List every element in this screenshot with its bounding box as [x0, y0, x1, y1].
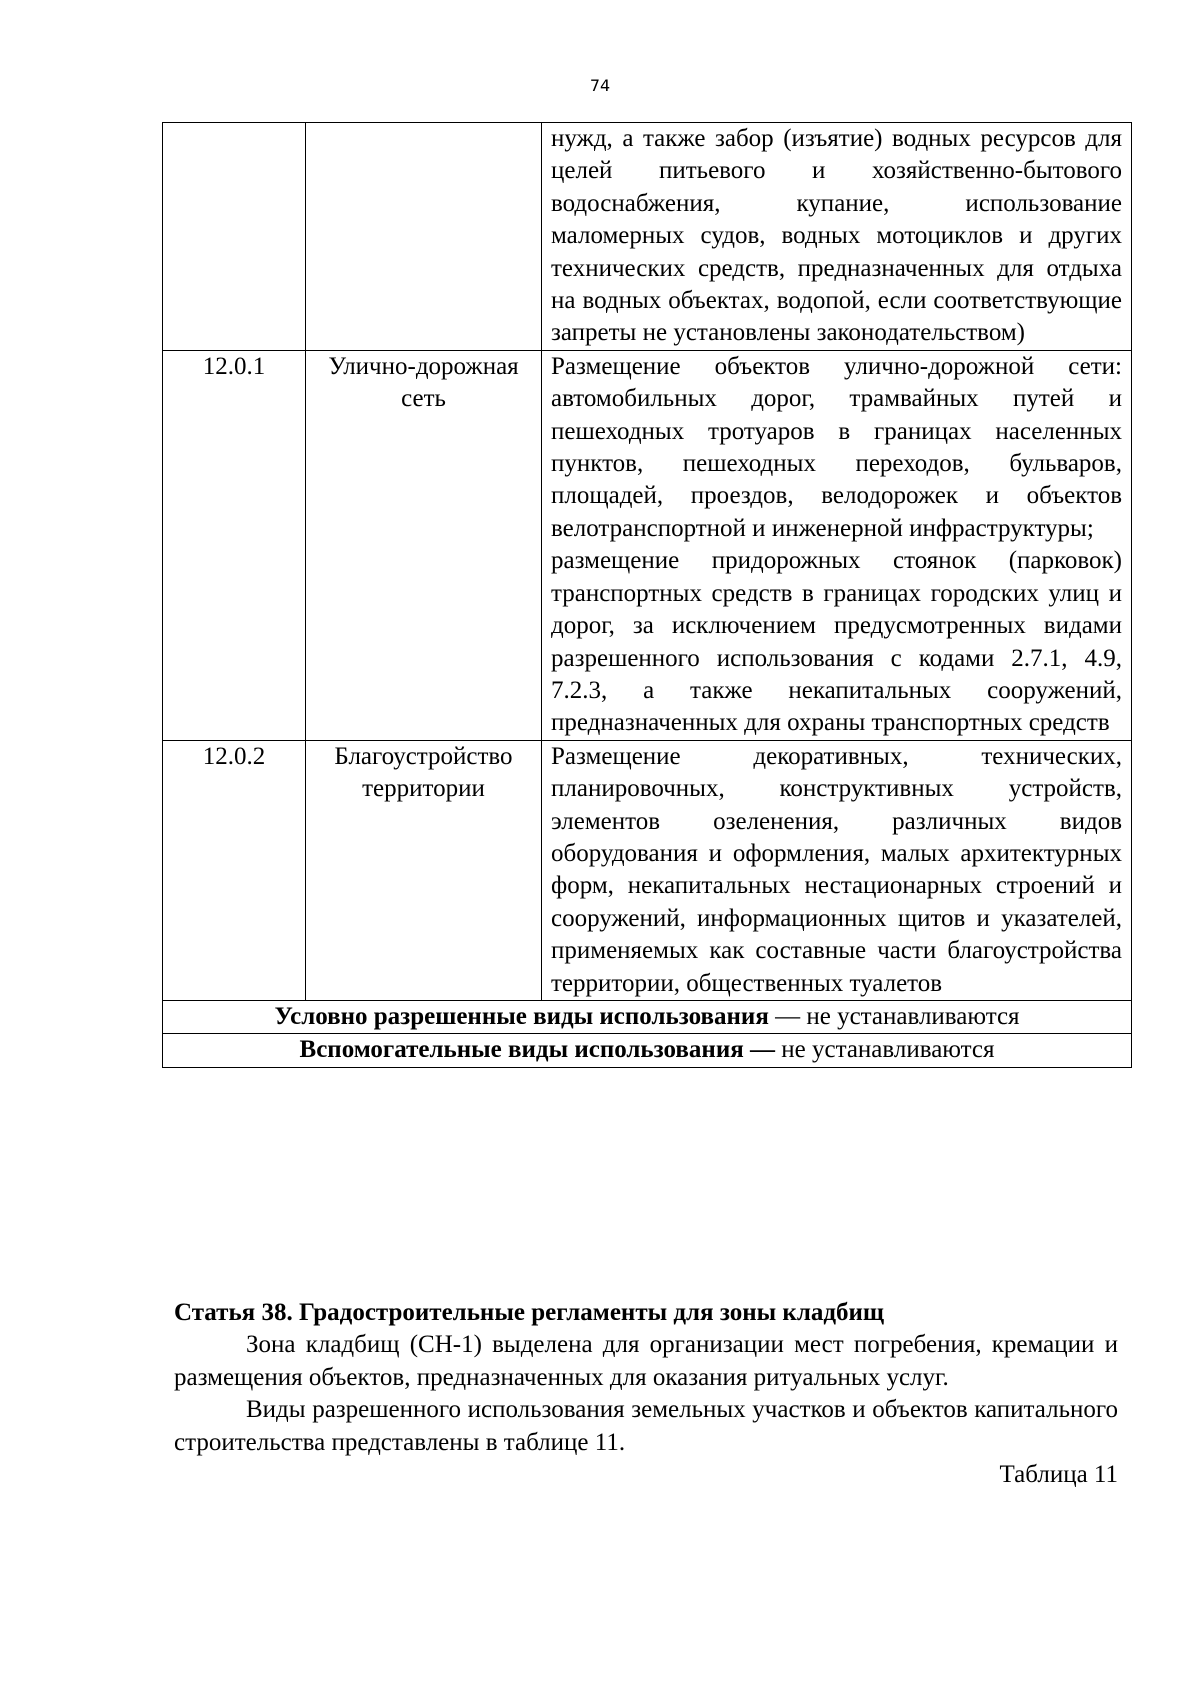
auxiliary-uses-value: не устанавливаются: [775, 1036, 995, 1064]
description-text: размещение придорожных стоянок (парковок) транспортных средств в границах городских улиц и дорог, за исключением предусмотренных видами разрешенного использования с кодами 2.7.1, 4.9, 7.2.3, а также некапитальных сооружений, предназначенных для охраны транспортных средств: [551, 547, 1122, 737]
description-text: нужд, а также забор (изъятие) водных ресурсов для целей питьевого и хозяйственно-бытового водоснабжения, купание, использование маломерных судов, водных мотоциклов и других технических средств, предназначенных для отдыха на водных объектах, водопой, если соответствующие запреты не установлены законодательством): [551, 125, 1122, 347]
conditional-uses-cell: [163, 1000, 1132, 1033]
table-row: [163, 123, 1132, 351]
regulations-table: [162, 122, 1132, 1068]
name-cell: Улично-дорожная сеть: [306, 350, 542, 740]
auxiliary-uses-cell: [163, 1034, 1132, 1067]
description-cell: [542, 350, 1132, 740]
description-text: Размещение объектов улично-дорожной сети: автомобильных дорог, трамвайных путей и пешеходных тротуаров в границах населенных пунктов, пешеходных переходов, бульваров, площадей, проездов, велодорожек и объектов велотранспортной и инженерной инфраструктуры;: [551, 352, 1122, 542]
auxiliary-uses-row: [163, 1034, 1132, 1067]
code-cell: [163, 123, 306, 351]
description-cell: [542, 123, 1132, 351]
auxiliary-uses-label: Вспомогательные виды использования —: [299, 1036, 776, 1064]
article-paragraph: Виды разрешенного использования земельных участков и объектов капитального строительства представлены в таблице 11.: [174, 1396, 1118, 1456]
page-number: 74: [589, 76, 611, 95]
article-paragraph: Зона кладбищ (СН-1) выделена для организации мест погребения, кремации и размещения объектов, предназначенных для оказания ритуальных услуг.: [174, 1331, 1118, 1391]
conditional-uses-row: [163, 1000, 1132, 1033]
table-caption: Таблица 11: [999, 1461, 1118, 1489]
name-cell: Благоустройство территории: [306, 740, 542, 1000]
code-cell: 12.0.1: [163, 350, 306, 740]
name-cell: [306, 123, 542, 351]
table-row: [163, 350, 1132, 740]
table-row: [163, 740, 1132, 1000]
code-cell: 12.0.2: [163, 740, 306, 1000]
conditional-uses-label: Условно разрешенные виды использования: [274, 1002, 769, 1030]
article-title: Статья 38. Градостроительные регламенты для зоны кладбищ: [174, 1299, 884, 1326]
description-cell: [542, 740, 1132, 1000]
article-section: [174, 1297, 1118, 1491]
conditional-uses-value: — не устанавливаются: [768, 1002, 1020, 1030]
description-text: Размещение декоративных, технических, планировочных, конструктивных устройств, элементов озеленения, различных видов оборудования и оформления, малых архитектурных форм, некапитальных нестационарных строений и сооружений, информационных щитов и указателей, применяемых как составные части благоустройства территории, общественных туалетов: [551, 742, 1122, 997]
